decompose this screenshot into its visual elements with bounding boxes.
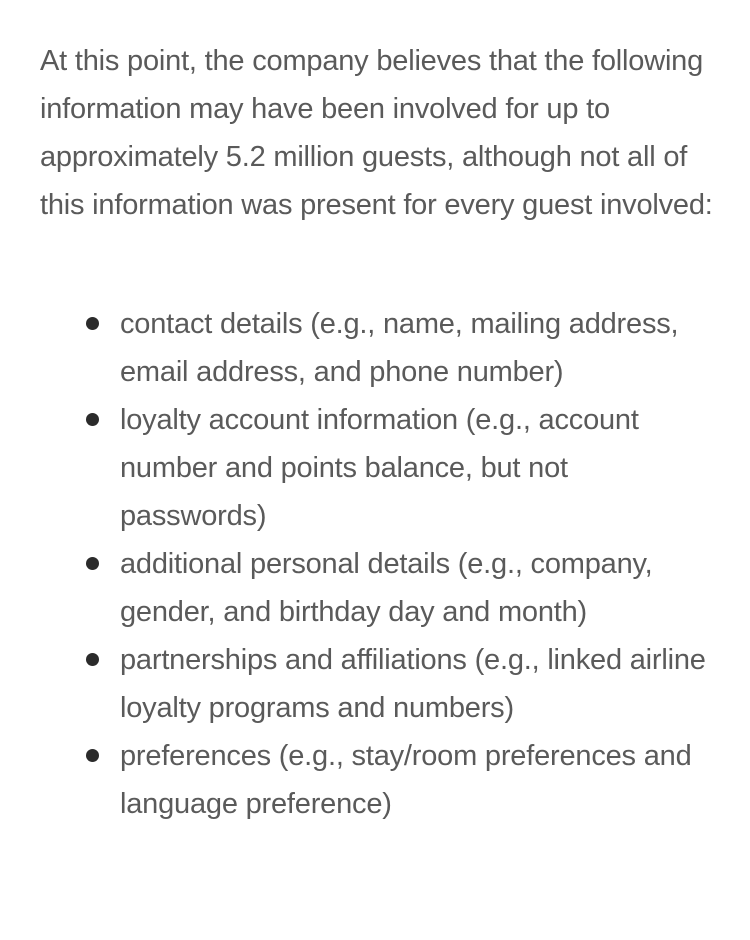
list-item [120, 732, 714, 828]
bullet-icon [86, 653, 99, 666]
list-item-text: partnerships and affiliations (e.g., linked airline loyalty programs and numbers) [120, 644, 706, 724]
list-item-text: contact details (e.g., name, mailing address, email address, and phone number) [120, 308, 679, 388]
list-item [120, 300, 714, 396]
bullet-icon [86, 557, 99, 570]
list-item [120, 540, 714, 636]
bullet-icon [86, 317, 99, 330]
list-item [120, 636, 714, 732]
list-item-text: additional personal details (e.g., company, gender, and birthday day and month) [120, 548, 653, 628]
bullet-icon [86, 413, 99, 426]
bullet-icon [86, 749, 99, 762]
info-list [40, 300, 714, 828]
list-item-text: loyalty account information (e.g., account number and points balance, but not passwords) [120, 404, 639, 532]
list-item-text: preferences (e.g., stay/room preferences and language preference) [120, 740, 692, 820]
intro-paragraph: At this point, the company believes that the following information may have been involved for up to approximately 5.2 million guests, although not all of this information was present for every guest involved: [40, 45, 713, 221]
list-item [120, 396, 714, 540]
